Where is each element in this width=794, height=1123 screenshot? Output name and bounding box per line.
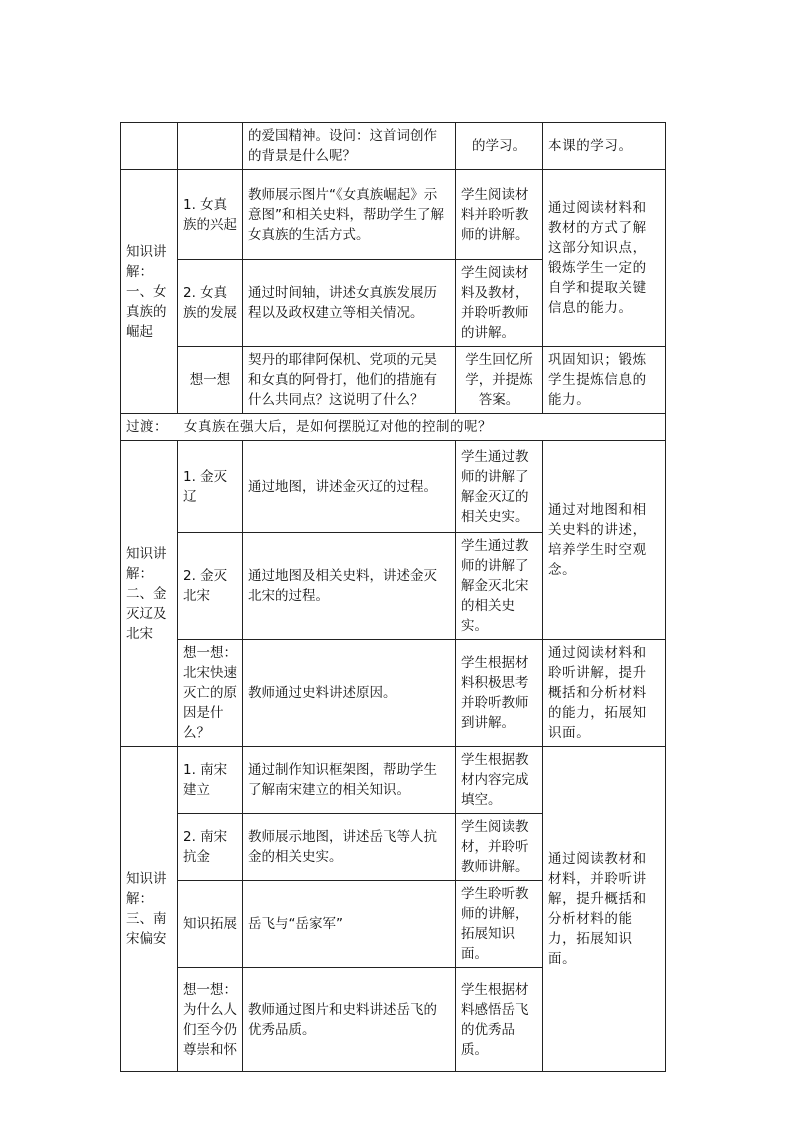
- stage-cell: [121, 123, 178, 170]
- design-intent-cell: 通过阅读教材和材料，并聆听讲解，提升概括和分析材料的能力，拓展知识面。: [543, 747, 666, 1072]
- student-activity-cell: 学生聆听教师的讲解，拓展知识面。: [456, 881, 543, 968]
- design-intent-cell: 通过阅读材料和教材的方式了解这部分知识点，锻炼学生一定的自学和提取关键信息的能力。: [543, 170, 666, 347]
- subtopic-cell: [178, 123, 243, 170]
- teacher-content-cell: 通过制作知识框架图，帮助学生了解南宋建立的相关知识。: [243, 747, 456, 814]
- transition-text: 女真族在强大后，是如何摆脱辽对他的控制的呢？: [184, 419, 492, 435]
- subtopic-cell: 想一想：北宋快速灭亡的原因是什么？: [178, 640, 243, 747]
- subtopic-cell: 想一想：为什么人们至今仍尊崇和怀: [178, 968, 243, 1072]
- subtopic-cell: 2. 南宋抗金: [178, 814, 243, 881]
- teacher-content-cell: 教师展示图片“《女真族崛起》示意图”和相关史料，帮助学生了解女真族的生活方式。: [243, 170, 456, 260]
- student-activity-cell: 学生阅读教材，并聆听教师讲解。: [456, 814, 543, 881]
- table-row: [121, 640, 666, 747]
- transition-row: [121, 414, 666, 441]
- subtopic-cell: 2. 女真族的发展: [178, 260, 243, 347]
- transition-cell: [121, 414, 666, 441]
- teacher-content-cell: 的爱国精神。设问：这首词创作的背景是什么呢？: [243, 123, 456, 170]
- teacher-content-cell: 通过地图，讲述金灭辽的过程。: [243, 441, 456, 533]
- design-intent-cell: 通过阅读材料和聆听讲解，提升概括和分析材料的能力，拓展知识面。: [543, 640, 666, 747]
- teacher-content-cell: 岳飞与“岳家军”: [243, 881, 456, 968]
- subtopic-cell: 想一想: [178, 347, 243, 414]
- stage-cell: 知识讲解：二、金灭辽及北宋: [121, 441, 178, 747]
- student-activity-cell: 学生根据材料感悟岳飞的优秀品质。: [456, 968, 543, 1072]
- table-row: [121, 441, 666, 533]
- student-activity-cell: 学生通过教师的讲解了解金灭北宋的相关史实。: [456, 533, 543, 640]
- teacher-content-cell: 通过地图及相关史料，讲述金灭北宋的过程。: [243, 533, 456, 640]
- student-activity-cell: 学生回忆所学，并提炼答案。: [456, 347, 543, 414]
- student-activity-cell: 学生阅读材料并聆听教师的讲解。: [456, 170, 543, 260]
- design-intent-cell: 本课的学习。: [543, 123, 666, 170]
- table-row: [121, 123, 666, 170]
- design-intent-cell: 通过对地图和相关史料的讲述，培养学生时空观念。: [543, 441, 666, 640]
- subtopic-cell: 知识拓展: [178, 881, 243, 968]
- subtopic-cell: 1. 南宋建立: [178, 747, 243, 814]
- transition-label: 过渡：: [126, 419, 168, 435]
- table-row: [121, 347, 666, 414]
- student-activity-cell: 学生通过教师的讲解了解金灭辽的相关史实。: [456, 441, 543, 533]
- stage-cell: 知识讲解：一、女真族的崛起: [121, 170, 178, 414]
- table-row: [121, 170, 666, 260]
- student-activity-cell: 学生阅读材料及教材，并聆听教师的讲解。: [456, 260, 543, 347]
- subtopic-cell: 1. 女真族的兴起: [178, 170, 243, 260]
- teacher-content-cell: 教师通过史料讲述原因。: [243, 640, 456, 747]
- lesson-plan-table: [120, 122, 666, 1072]
- teacher-content-cell: 通过时间轴，讲述女真族发展历程以及政权建立等相关情况。: [243, 260, 456, 347]
- table-row: [121, 747, 666, 814]
- student-activity-cell: 学生根据材料积极思考并聆听教师到讲解。: [456, 640, 543, 747]
- subtopic-cell: 2. 金灭北宋: [178, 533, 243, 640]
- stage-cell: 知识讲解：三、南宋偏安: [121, 747, 178, 1072]
- subtopic-cell: 1. 金灭辽: [178, 441, 243, 533]
- student-activity-cell: 的学习。: [456, 123, 543, 170]
- teacher-content-cell: 教师展示地图，讲述岳飞等人抗金的相关史实。: [243, 814, 456, 881]
- design-intent-cell: 巩固知识；锻炼学生提炼信息的能力。: [543, 347, 666, 414]
- student-activity-cell: 学生根据教材内容完成填空。: [456, 747, 543, 814]
- teacher-content-cell: 契丹的耶律阿保机、党项的元昊和女真的阿骨打，他们的措施有什么共同点？这说明了什么？: [243, 347, 456, 414]
- teacher-content-cell: 教师通过图片和史料讲述岳飞的优秀品质。: [243, 968, 456, 1072]
